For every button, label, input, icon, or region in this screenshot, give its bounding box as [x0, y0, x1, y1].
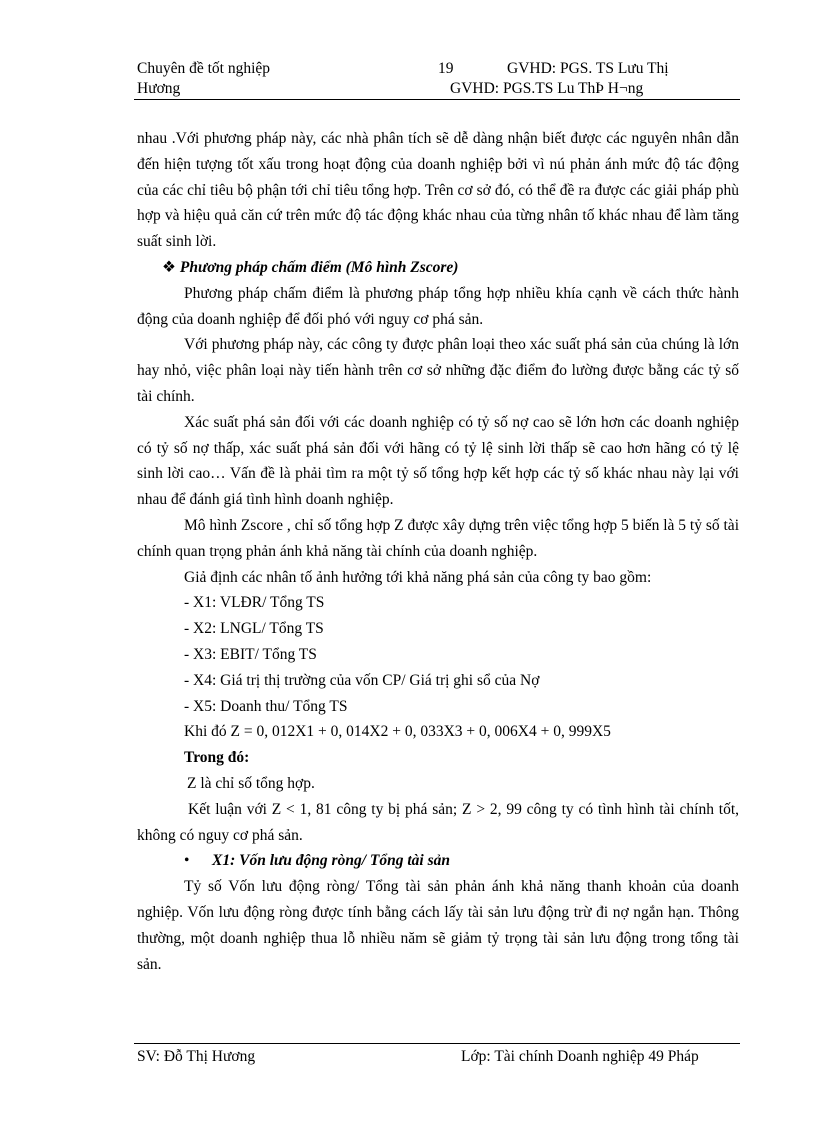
footer-rule	[134, 1043, 740, 1044]
formula: Khi đó Z = 0, 012X1 + 0, 014X2 + 0, 033X3 + 0, 006X4 + 0, 999X5	[184, 723, 611, 741]
paragraph-definition: Phương pháp chấm điểm là phương pháp tổng hợp nhiều khía cạnh về cách thức hành động của doanh nghiệp để đối phó với nguy cơ phá sản.	[137, 284, 739, 328]
diamond-bullet-icon: ❖	[162, 258, 176, 276]
bullet-heading	[137, 848, 739, 874]
header-supervisor-name-wrap: Hương	[137, 80, 181, 97]
list-item: - X1: VLĐR/ Tổng TS	[184, 594, 325, 612]
paragraph-assumption: Giả định các nhân tố ảnh hưởng tới khả năng phá sản của công ty bao gồm:	[184, 568, 652, 586]
document-body	[137, 126, 739, 977]
bullet-heading-text: X1: Vốn lưu động ròng/ Tổng tài sản	[212, 852, 450, 870]
header-supervisor-line2: GVHD: PGS.TS Lu ThÞ H¬ng	[450, 80, 644, 97]
footer-class: Lớp: Tài chính Doanh nghiệp 49 Pháp	[461, 1048, 699, 1065]
paragraph-intro: nhau .Với phương pháp này, các nhà phân tích sẽ dễ dàng nhận biết được các nguyên nhân dẫn đến hiện tượng tốt xấu trong hoạt động của doanh nghiệp bởi vì nú phản ánh mức độ tác động của các chỉ tiêu bộ phận tới chỉ tiêu tổng hợp. Trên cơ sở đó, có thể đề ra được các giải pháp phù hợp và hiệu quả căn cứ trên mức độ tác động khác nhau của từng nhân tố khác nhau để làm tăng suất sinh lời.	[137, 130, 739, 251]
header-document-title: Chuyên đề tốt nghiệp	[137, 60, 271, 77]
paragraph-probability: Xác suất phá sản đối với các doanh nghiệp có tỷ số nợ cao sẽ lớn hơn các doanh nghiệp có tỷ số nợ thấp, xác suất phá sản đối với hãng có tỷ lệ sinh lời thấp sẽ cao hơn hãng có tỷ lệ sinh lời cao… Vấn đề là phải tìm ra một tỷ số tổng hợp kết hợp các tỷ số khác nhau này lại với nhau để đánh giá tình hình doanh nghiệp.	[137, 413, 739, 509]
where-text: Z là chỉ số tổng hợp.	[187, 774, 315, 792]
list-item: - X2: LNGL/ Tổng TS	[184, 620, 324, 638]
footer-student: SV: Đỗ Thị Hương	[137, 1048, 256, 1065]
list-item: - X3: EBIT/ Tổng TS	[184, 645, 317, 663]
section-heading-text: Phương pháp chấm điểm (Mô hình Zscore)	[179, 258, 459, 276]
bullet-icon: •	[184, 852, 190, 870]
where-label: Trong đó:	[184, 749, 250, 767]
paragraph-x1: Tỷ số Vốn lưu động ròng/ Tổng tài sản phản ánh khả năng thanh khoản của doanh nghiệp. Vốn lưu động ròng được tính bằng cách lấy tài sản lưu động trừ đi nợ ngắn hạn. Thông thường, một doanh nghiệp thua lỗ nhiều năm sẽ giảm tỷ trọng tài sản lưu động trong tổng tài sản.	[137, 878, 739, 973]
list-item: - X5: Doanh thu/ Tổng TS	[184, 697, 348, 715]
header-page-number: 19	[438, 60, 454, 77]
header-supervisor-line1: GVHD: PGS. TS Lưu Thị	[507, 60, 669, 77]
paragraph-conclusion: Kết luận với Z < 1, 81 công ty bị phá sản; Z > 2, 99 công ty có tình hình tài chính tốt, không có nguy cơ phá sản.	[137, 800, 739, 844]
header-rule	[134, 99, 740, 100]
paragraph-zscore-model: Mô hình Zscore , chỉ số tổng hợp Z được xây dựng trên việc tổng hợp 5 biến là 5 tỷ số tài chính quan trọng phản ánh khả năng tài chính của doanh nghiệp.	[137, 516, 739, 560]
section-heading	[137, 255, 739, 281]
list-item: - X4: Giá trị thị trường của vốn CP/ Giá trị ghi sổ của Nợ	[184, 671, 540, 689]
paragraph-classification: Với phương pháp này, các công ty được phân loại theo xác suất phá sản của chúng là lớn hay nhỏ, việc phân loại này tiến hành trên cơ sở những đặc điểm đo lường được bằng các tỷ số tài chính.	[137, 336, 739, 405]
